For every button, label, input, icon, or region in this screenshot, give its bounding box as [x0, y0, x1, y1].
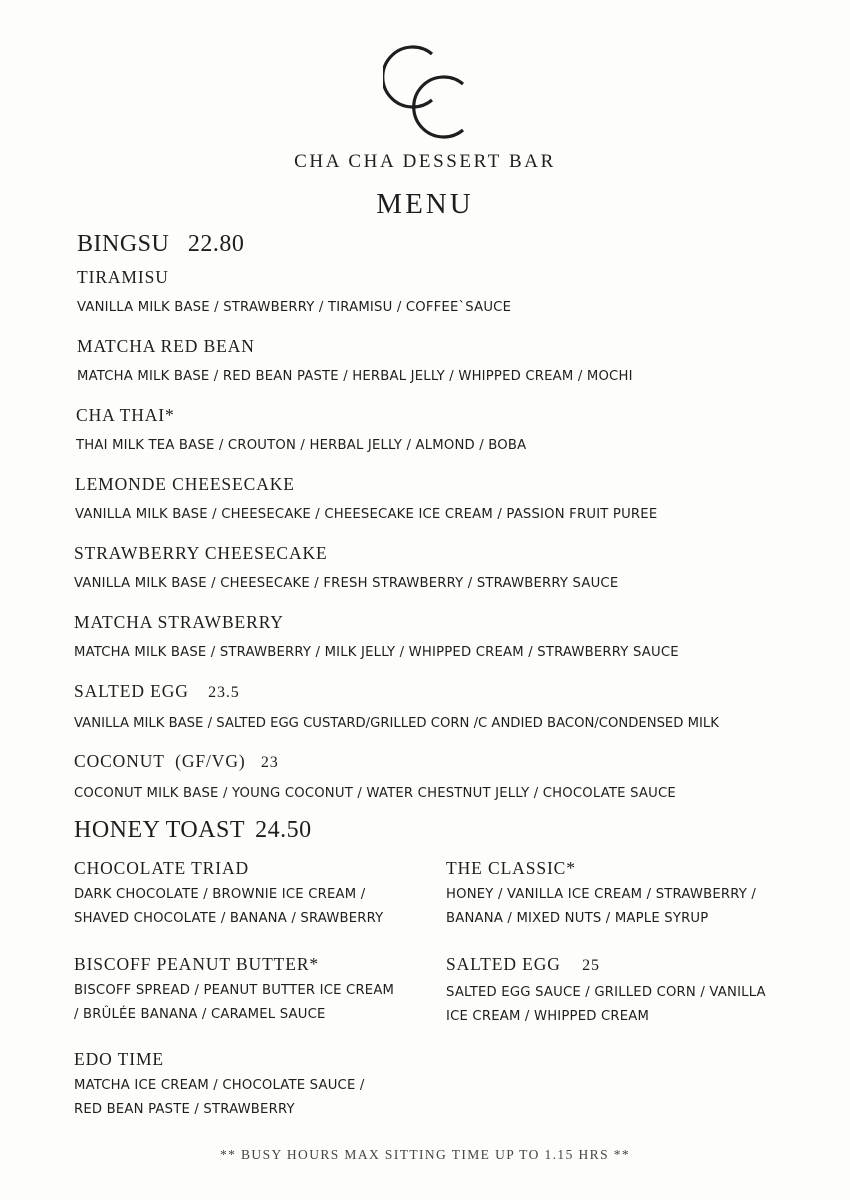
menu-item — [76, 404, 526, 458]
menu-item — [74, 953, 394, 1027]
item-name: EDO TIME — [74, 1049, 164, 1069]
item-name: CHA THAI* — [76, 405, 175, 425]
item-description: VANILLA MILK BASE / STRAWBERRY / TIRAMISU / COFFEE`SAUCE — [77, 300, 512, 315]
item-price: 25 — [582, 957, 600, 974]
menu-item — [74, 1048, 365, 1122]
cc-monogram-icon — [383, 42, 473, 142]
item-description-line: DARK CHOCOLATE / BROWNIE ICE CREAM / — [74, 887, 366, 902]
item-description: COCONUT MILK BASE / YOUNG COCONUT / WATER CHESTNUT JELLY / CHOCOLATE SAUCE — [74, 786, 676, 801]
item-description-line: SHAVED CHOCOLATE / BANANA / SRAWBERRY — [74, 911, 384, 926]
item-description-line: MATCHA ICE CREAM / CHOCOLATE SAUCE / — [74, 1078, 365, 1093]
item-name: THE CLASSIC* — [446, 858, 576, 878]
item-description-line: HONEY / VANILLA ICE CREAM / STRAWBERRY / — [446, 887, 757, 902]
item-name: SALTED EGG — [74, 681, 189, 701]
menu-item — [74, 857, 383, 931]
item-name: LEMONDE CHEESECAKE — [75, 474, 295, 494]
item-name: COCONUT (GF/VG) — [74, 751, 246, 771]
item-description: MATCHA MILK BASE / STRAWBERRY / MILK JELLY / WHIPPED CREAM / STRAWBERRY SAUCE — [74, 645, 679, 660]
item-description: VANILLA MILK BASE / SALTED EGG CUSTARD/GRILLED CORN /C ANDIED BACON/CONDENSED MILK — [74, 716, 719, 731]
item-description: VANILLA MILK BASE / CHEESECAKE / FRESH STRAWBERRY / STRAWBERRY SAUCE — [74, 576, 619, 591]
section-name: BINGSU — [77, 231, 170, 257]
item-description-line: RED BEAN PASTE / STRAWBERRY — [74, 1102, 295, 1117]
item-description: MATCHA MILK BASE / RED BEAN PASTE / HERBAL JELLY / WHIPPED CREAM / MOCHI — [77, 369, 633, 384]
item-name: BISCOFF PEANUT BUTTER* — [74, 954, 320, 974]
menu-title: MENU — [376, 188, 474, 220]
section-name: HONEY TOAST — [74, 817, 245, 843]
item-price: 23.5 — [208, 684, 240, 701]
menu-item — [74, 611, 679, 665]
item-description: VANILLA MILK BASE / CHEESECAKE / CHEESECAKE ICE CREAM / PASSION FRUIT PUREE — [75, 507, 658, 522]
item-description-line: SALTED EGG SAUCE / GRILLED CORN / VANILLA — [446, 985, 766, 1000]
item-description-line: ICE CREAM / WHIPPED CREAM — [446, 1009, 650, 1024]
item-description-line: BISCOFF SPREAD / PEANUT BUTTER ICE CREAM — [74, 983, 395, 998]
menu-item — [446, 857, 756, 931]
menu-item — [77, 335, 633, 389]
menu-item — [74, 542, 618, 596]
section-title-bingsu — [77, 231, 244, 258]
item-description-line: / BRÛLÉE BANANA / CARAMEL SAUCE — [74, 1007, 326, 1022]
menu-item — [75, 473, 657, 527]
item-name: TIRAMISU — [77, 267, 169, 287]
item-name: CHOCOLATE TRIAD — [74, 858, 250, 878]
section-price: 24.50 — [255, 817, 312, 843]
menu-item — [74, 750, 676, 806]
menu-item — [446, 953, 766, 1029]
item-name: SALTED EGG — [446, 954, 561, 974]
section-price: 22.80 — [187, 231, 245, 257]
menu-item — [77, 266, 511, 320]
brand-name: CHA CHA DESSERT BAR — [294, 151, 556, 172]
item-description-line: BANANA / MIXED NUTS / MAPLE SYRUP — [446, 911, 709, 926]
item-price: 23 — [260, 754, 279, 771]
footer-note: ** BUSY HOURS MAX SITTING TIME UP TO 1.15 HRS ** — [219, 1147, 631, 1162]
item-name: MATCHA STRAWBERRY — [74, 612, 284, 632]
section-title-honey-toast — [74, 817, 312, 844]
item-description: THAI MILK TEA BASE / CROUTON / HERBAL JELLY / ALMOND / BOBA — [76, 438, 527, 453]
menu-item — [74, 680, 719, 736]
item-name: STRAWBERRY CHEESECAKE — [74, 543, 328, 563]
item-name: MATCHA RED BEAN — [77, 336, 255, 356]
